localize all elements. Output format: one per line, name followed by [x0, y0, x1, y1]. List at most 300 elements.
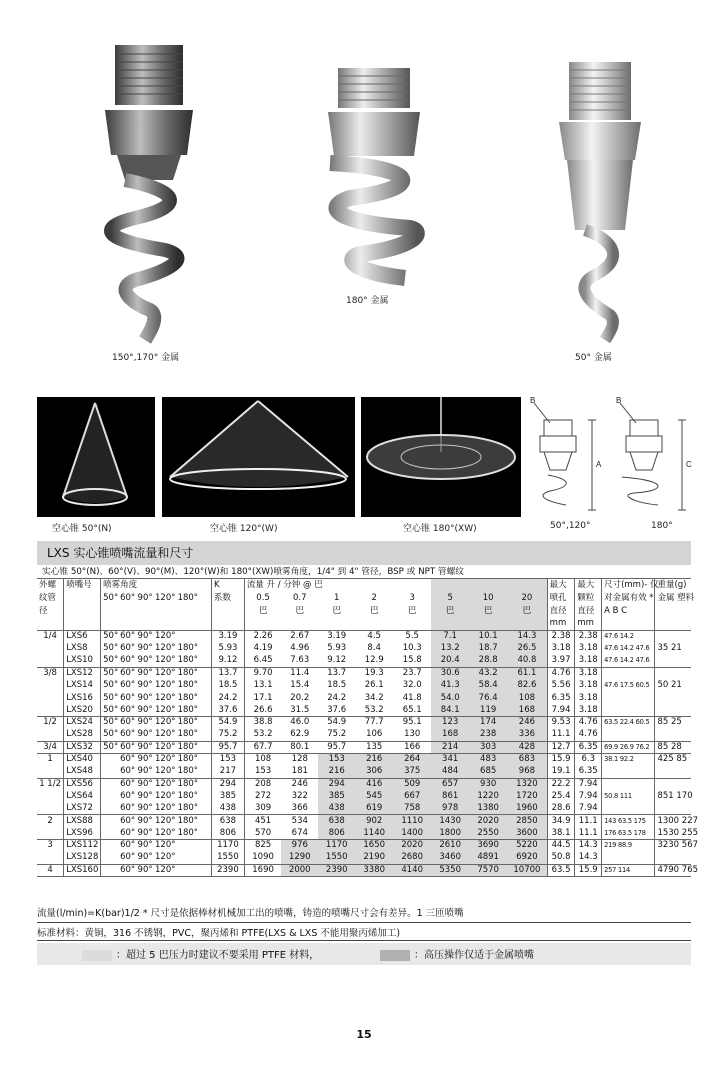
header-row	[37, 592, 691, 605]
table-row	[37, 840, 691, 852]
header-cell: A B C	[602, 605, 655, 618]
page-number: 15	[356, 1028, 372, 1041]
flow-cell: 322	[291, 791, 308, 801]
header-cell: 巴	[469, 605, 507, 618]
flow-cell: 166	[393, 741, 431, 753]
dimensions-cell	[602, 852, 655, 864]
header-cell	[176, 579, 212, 592]
dimensions-cell: 69.9 26.9 76.2	[602, 741, 655, 753]
header-cell	[37, 618, 64, 631]
orifice-cell: 11.1	[547, 729, 575, 741]
nozzle-photo-right	[555, 60, 645, 345]
caption-nozzle-left: 150°,170° 金属	[112, 353, 180, 363]
angle-cell: 120°	[155, 815, 176, 826]
flow-cell: 683	[507, 753, 547, 765]
flow-cell: 216	[318, 766, 355, 778]
flow-cell: 53.2	[364, 704, 384, 715]
caption-spray-180: 空心锥 180°(XW)	[403, 524, 477, 534]
flow-cell: 303	[469, 741, 507, 753]
caption-diagram-50-120: 50°,120°	[550, 521, 591, 531]
model-cell: LXS96	[64, 827, 101, 839]
label-b: B	[530, 396, 536, 405]
angle-cell: 120°	[155, 741, 176, 752]
angle-cell: 180°	[177, 803, 199, 814]
k-factor-cell: 806	[212, 827, 245, 839]
angle-cell: 120°	[155, 766, 176, 777]
header-row	[37, 579, 691, 592]
flow-cell: 41.8	[402, 692, 422, 703]
weight-cell	[655, 803, 691, 815]
angle-cell: 120°	[155, 803, 176, 814]
k-factor-cell: 5.93	[212, 643, 245, 655]
flow-cell: 1430	[431, 815, 469, 827]
header-cell: 60°	[120, 592, 136, 603]
orifice-cell: 28.6	[547, 803, 575, 815]
k-factor-cell: 217	[212, 766, 245, 778]
header-cell: 径	[39, 605, 48, 616]
flow-cell: 26.5	[507, 643, 547, 655]
table-row	[37, 631, 691, 643]
flow-cell: 1650	[355, 840, 393, 852]
flow-cell: 246	[507, 717, 547, 729]
caption-nozzle-right: 50° 金属	[575, 353, 612, 363]
model-cell: LXS10	[64, 655, 101, 667]
flow-cell: 264	[393, 753, 431, 765]
particle-cell: 3.18	[575, 667, 602, 679]
flow-cell: 95.1	[393, 717, 431, 729]
header-cell: mm	[575, 618, 602, 631]
table-row	[37, 803, 691, 815]
pipe-size-cell: 1/4	[37, 631, 64, 643]
angle-cell: 90°	[137, 643, 153, 654]
angle-cell: 50°	[101, 643, 118, 655]
flow-cell: 208	[244, 778, 281, 790]
orifice-cell: 3.97	[547, 655, 575, 667]
flow-cell: 861	[431, 790, 469, 802]
pipe-size-cell: 3/4	[37, 741, 64, 753]
pipe-size-cell: 1	[37, 753, 64, 765]
flow-cell: 674	[291, 827, 308, 838]
angle-cell: 120°	[155, 864, 176, 875]
pipe-size-cell: 3	[37, 840, 64, 852]
angle-cell: 90°	[137, 778, 153, 789]
header-cell: 喷雾角度	[101, 579, 118, 592]
flow-cell: 1380	[469, 803, 507, 815]
angle-cell: 90°	[137, 827, 153, 838]
header-row	[37, 605, 691, 618]
weight-cell	[655, 778, 691, 790]
flow-cell: 130	[404, 729, 421, 740]
angle-cell: 90°	[137, 840, 153, 851]
flow-cell: 9.70	[244, 667, 281, 679]
table-row	[37, 790, 691, 802]
weight-cell: 50 21	[655, 680, 691, 692]
angle-cell: 50°	[101, 667, 118, 679]
flow-cell: 968	[507, 766, 547, 778]
flow-rate-table	[37, 578, 699, 877]
header-cell	[176, 605, 212, 618]
header-cell: 180°	[177, 592, 199, 603]
spray-photo-120	[162, 397, 355, 517]
flow-cell: 657	[431, 778, 469, 790]
pipe-size-cell	[37, 827, 64, 839]
header-cell: 巴	[507, 605, 547, 618]
orifice-cell: 34.9	[547, 815, 575, 827]
angle-cell: 90°	[137, 704, 153, 715]
header-cell	[64, 605, 101, 618]
header-cell: 1	[334, 592, 340, 603]
angle-cell: 120°	[155, 643, 176, 654]
flow-cell: 428	[507, 741, 547, 753]
flow-cell: 3460	[431, 852, 469, 864]
flow-cell: 214	[431, 741, 469, 753]
header-cell: 流量 升 / 分钟 @ 巴	[244, 579, 281, 592]
flow-cell: 484	[431, 766, 469, 778]
k-factor-cell: 1170	[212, 840, 245, 852]
header-cell	[318, 579, 355, 592]
orifice-cell: 15.9	[547, 753, 575, 765]
angle-cell: 180°	[177, 766, 199, 777]
angle-cell	[101, 803, 118, 815]
angle-cell	[101, 815, 118, 827]
model-cell: LXS40	[64, 753, 101, 765]
header-cell	[153, 618, 176, 631]
flow-cell: 135	[355, 741, 393, 753]
dimension-diagram-50-120	[522, 395, 610, 520]
flow-cell: 108	[507, 692, 547, 704]
pipe-size-cell	[37, 680, 64, 692]
flow-cell: 54.9	[318, 717, 355, 729]
flow-cell: 2550	[469, 827, 507, 839]
flow-cell: 2000	[281, 864, 318, 876]
flow-cell: 2390	[318, 864, 355, 876]
table-row	[37, 815, 691, 827]
flow-cell: 9.12	[327, 655, 347, 666]
header-cell	[655, 618, 691, 631]
flow-cell: 24.2	[327, 692, 347, 703]
particle-cell: 11.1	[575, 815, 602, 827]
header-cell	[64, 592, 101, 605]
flow-cell: 11.4	[281, 667, 318, 679]
legend-light	[82, 946, 319, 961]
particle-cell: 7.94	[575, 790, 602, 802]
flow-cell: 246	[281, 778, 318, 790]
flow-cell: 341	[431, 753, 469, 765]
header-cell: 喷孔	[547, 592, 575, 605]
header-cell: 外螺	[37, 579, 64, 592]
flow-cell: 181	[291, 766, 308, 777]
model-cell: LXS28	[64, 729, 101, 741]
flow-cell: 2.26	[244, 631, 281, 643]
angle-cell: 60°	[120, 643, 136, 654]
table-row	[37, 704, 691, 716]
caption-spray-120: 空心锥 120°(W)	[210, 524, 278, 534]
flow-cell: 1090	[244, 852, 281, 864]
angle-cell: 120°	[155, 631, 176, 642]
flow-cell: 58.4	[469, 680, 507, 692]
angle-cell: 50°	[101, 680, 118, 692]
angle-cell: 90°	[137, 717, 153, 728]
flow-cell: 483	[469, 753, 507, 765]
header-cell: 2	[371, 592, 377, 603]
angle-cell: 60°	[120, 864, 136, 875]
flow-cell: 174	[469, 717, 507, 729]
k-factor-cell: 75.2	[212, 729, 245, 741]
k-factor-cell: 638	[212, 815, 245, 827]
particle-cell: 7.94	[575, 803, 602, 815]
header-cell	[118, 618, 135, 631]
angle-cell: 50°	[101, 631, 118, 643]
orifice-cell: 6.35	[547, 692, 575, 704]
header-cell: 50°	[101, 592, 118, 605]
flow-cell: 978	[431, 803, 469, 815]
legend-dark	[380, 946, 534, 961]
table-row	[37, 864, 691, 876]
header-cell	[212, 605, 245, 618]
header-cell	[176, 618, 212, 631]
header-cell: 90°	[137, 592, 153, 603]
header-cell	[355, 579, 393, 592]
k-factor-cell: 294	[212, 778, 245, 790]
model-cell: LXS112	[64, 840, 101, 852]
particle-cell: 11.1	[575, 827, 602, 839]
flow-cell: 28.8	[469, 655, 507, 667]
k-factor-cell: 18.5	[212, 680, 245, 692]
orifice-cell: 63.5	[547, 864, 575, 876]
model-cell: LXS12	[64, 667, 101, 679]
particle-cell: 3.18	[575, 655, 602, 667]
flow-cell: 570	[244, 827, 281, 839]
flow-cell: 108	[244, 753, 281, 765]
flow-cell: 10.1	[469, 631, 507, 643]
header-cell	[136, 618, 153, 631]
dimensions-cell: 38.1 92.2	[602, 753, 655, 765]
model-cell: LXS160	[64, 864, 101, 876]
header-cell	[101, 605, 118, 618]
angle-cell: 180°	[176, 667, 212, 679]
angle-cell: 180°	[176, 778, 212, 790]
flow-cell: 758	[393, 803, 431, 815]
header-cell	[469, 618, 507, 631]
header-cell: 巴	[407, 605, 417, 616]
angle-cell: 180°	[177, 643, 199, 654]
pipe-size-cell: 1 1/2	[37, 778, 64, 790]
flow-cell: 65.1	[402, 704, 422, 715]
model-cell: LXS48	[64, 766, 101, 778]
flow-cell: 2680	[393, 852, 431, 864]
flow-cell: 545	[355, 790, 393, 802]
flow-cell: 10700	[507, 864, 547, 876]
weight-cell: 35 21	[655, 643, 691, 655]
flow-cell: 6.45	[244, 655, 281, 667]
weight-cell	[655, 766, 691, 778]
header-cell: 巴	[295, 605, 305, 616]
angle-cell: 90°	[137, 655, 153, 666]
header-cell	[355, 618, 393, 631]
angle-cell: 180°	[176, 717, 212, 729]
table-row	[37, 655, 691, 667]
dimensions-cell: 47.6 14.2 47.6	[602, 655, 655, 667]
flow-cell: 1960	[507, 803, 547, 815]
angle-cell	[176, 840, 212, 852]
flow-cell: 18.7	[469, 643, 507, 655]
weight-cell	[655, 852, 691, 864]
flow-cell: 153	[318, 753, 355, 765]
angle-cell	[101, 766, 118, 778]
header-cell: 0.5	[244, 592, 281, 605]
table-row	[37, 766, 691, 778]
angle-cell: 120°	[155, 717, 176, 728]
header-cell	[602, 618, 655, 631]
flow-cell: 2020	[469, 815, 507, 827]
flow-cell: 7.63	[290, 655, 310, 666]
angle-cell: 60°	[120, 754, 136, 765]
angle-cell: 120°	[155, 754, 176, 765]
header-cell	[244, 618, 281, 631]
flow-cell: 77.7	[355, 717, 393, 729]
pipe-size-cell	[37, 704, 64, 716]
label-c: C	[686, 460, 692, 469]
header-cell: K	[212, 579, 245, 592]
flow-cell: 80.1	[281, 741, 318, 753]
flow-cell: 385	[318, 790, 355, 802]
angle-cell: 50°	[101, 655, 118, 667]
flow-cell: 14.3	[507, 631, 547, 643]
header-cell: 直径	[575, 605, 602, 618]
flow-cell: 13.2	[431, 643, 469, 655]
k-factor-cell: 24.2	[212, 692, 245, 704]
angle-cell: 50°	[101, 692, 118, 704]
flow-cell: 5220	[507, 840, 547, 852]
flow-cell: 1720	[507, 790, 547, 802]
angle-cell: 50°	[101, 741, 118, 753]
nozzle-photo-left	[95, 40, 205, 345]
flow-cell: 3600	[507, 827, 547, 839]
flow-cell: 18.5	[327, 680, 347, 691]
flow-cell: 238	[469, 729, 507, 741]
k-factor-cell: 37.6	[212, 704, 245, 716]
angle-cell	[101, 778, 118, 790]
flow-cell: 75.2	[327, 729, 347, 740]
weight-cell	[655, 692, 691, 704]
angle-cell: 90°	[137, 631, 153, 642]
flow-cell: 509	[393, 778, 431, 790]
particle-cell: 14.3	[575, 852, 602, 864]
flow-cell: 1170	[318, 840, 355, 852]
flow-cell: 17.1	[244, 692, 281, 704]
flow-cell: 20.2	[290, 692, 310, 703]
flow-cell: 3380	[355, 864, 393, 876]
pipe-size-cell: 1/2	[37, 717, 64, 729]
table-row	[37, 692, 691, 704]
angle-cell: 60°	[120, 655, 136, 666]
table-row	[37, 827, 691, 839]
flow-cell: 306	[355, 766, 393, 778]
table-row	[37, 680, 691, 692]
header-row	[37, 618, 691, 631]
angle-cell: 120°	[155, 680, 176, 691]
particle-cell: 14.3	[575, 840, 602, 852]
model-cell: LXS6	[64, 631, 101, 643]
k-factor-cell: 153	[212, 753, 245, 765]
angle-cell	[101, 852, 118, 864]
flow-cell: 40.8	[507, 655, 547, 667]
dimensions-cell	[602, 778, 655, 790]
angle-cell	[101, 827, 118, 839]
weight-cell	[655, 655, 691, 667]
pipe-size-cell: 4	[37, 864, 64, 876]
spray-photo-50	[37, 397, 155, 517]
header-cell	[507, 618, 547, 631]
angle-cell	[176, 864, 212, 876]
dimensions-cell: 63.5 22.4 60.5	[602, 717, 655, 729]
model-cell: LXS32	[64, 741, 101, 753]
orifice-cell: 19.1	[547, 766, 575, 778]
flow-cell: 62.9	[290, 729, 310, 740]
k-factor-cell: 9.12	[212, 655, 245, 667]
flow-formula-note: 流量(l/min)=K(bar)1/2 * 尺寸是依据棒材机械加工出的喷嘴，铸造的喷嘴尺寸会有差异。1 三匝喷嘴	[37, 908, 464, 919]
model-cell: LXS14	[64, 680, 101, 692]
weight-cell: 1530 255	[655, 827, 691, 839]
angle-cell	[176, 852, 212, 864]
flow-cell: 976	[281, 840, 318, 852]
particle-cell: 3.18	[575, 704, 602, 716]
flow-cell: 930	[469, 778, 507, 790]
flow-cell: 3.19	[318, 631, 355, 643]
dimensions-cell: 176 63.5 178	[602, 827, 655, 839]
header-cell: 0.7	[293, 592, 307, 603]
flow-cell: 119	[469, 704, 507, 716]
dimensions-cell: 50.8 111	[602, 790, 655, 802]
orifice-cell: 12.7	[547, 741, 575, 753]
model-cell: LXS8	[64, 643, 101, 655]
materials-note: 标准材料：黄铜，316 不锈钢，PVC，聚丙烯和 PTFE(LXS & LXS 不能用聚丙烯加工)	[37, 928, 401, 939]
particle-cell: 2.38	[575, 631, 602, 643]
flow-cell: 168	[431, 729, 469, 741]
flow-cell: 123	[431, 717, 469, 729]
label-b-180: B	[616, 396, 622, 405]
weight-cell	[655, 667, 691, 679]
header-cell: 巴	[244, 605, 281, 618]
header-cell	[118, 605, 135, 618]
pipe-size-cell	[37, 643, 64, 655]
flow-cell: 2190	[355, 852, 393, 864]
table-row	[37, 667, 691, 679]
pipe-size-cell	[37, 655, 64, 667]
angle-cell: 180°	[177, 827, 199, 838]
header-cell	[431, 618, 469, 631]
divider-2	[37, 940, 691, 941]
dimensions-cell	[602, 803, 655, 815]
angle-cell: 120°	[155, 791, 176, 801]
header-cell: 3	[409, 592, 415, 603]
header-cell: 120°	[155, 592, 176, 603]
dimensions-cell	[602, 667, 655, 679]
k-factor-cell: 2390	[212, 864, 245, 876]
angle-cell: 90°	[137, 741, 153, 752]
angle-cell: 120°	[155, 840, 176, 851]
flow-cell: 534	[281, 815, 318, 827]
dimensions-cell: 47.6 14.2 47.6	[602, 643, 655, 655]
pipe-size-cell	[37, 729, 64, 741]
particle-cell: 3.18	[575, 680, 602, 692]
dimensions-cell	[602, 692, 655, 704]
model-cell: LXS16	[64, 692, 101, 704]
pipe-size-cell	[37, 692, 64, 704]
header-cell: 10	[469, 592, 507, 605]
swatch-dark	[380, 950, 410, 961]
header-cell: 20	[507, 592, 547, 605]
